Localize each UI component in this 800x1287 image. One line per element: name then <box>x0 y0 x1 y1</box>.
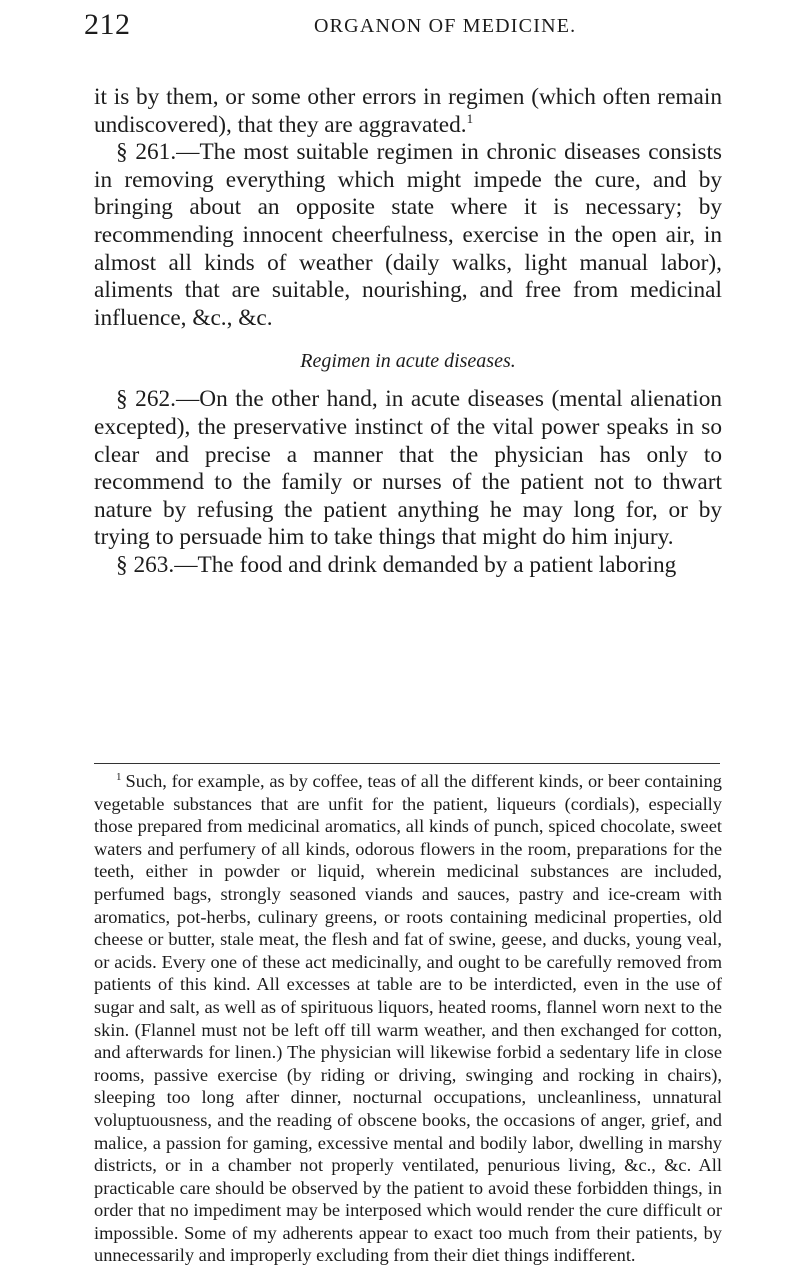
paragraph-text: it is by them, or some other errors in regimen (which often remain undiscovered), that they are aggravated. <box>94 84 722 138</box>
paragraph-261: § 261.—The most suitable regimen in chronic diseases consists in removing everything which might impede the cure, and by bringing about an opposite state where it is necessary; by recommending innocent cheerfulness, exercise in the open air, in almost all kinds of weather (daily walks, light manual labor), aliments that are suitable, nourishing, and free from medicinal influence, &c., &c. <box>94 139 722 331</box>
footnote-mark: 1 <box>116 770 122 783</box>
paragraph-263: § 263.—The food and drink demanded by a patient laboring <box>116 551 677 578</box>
section-subheading: Regimen in acute diseases. <box>300 350 516 373</box>
page-number: 212 <box>84 8 131 41</box>
running-head: ORGANON OF MEDICINE. <box>314 15 577 37</box>
main-text <box>94 84 722 580</box>
footnote-divider <box>94 763 720 764</box>
footnote-reference: 1 <box>466 110 474 126</box>
paragraph-continuation <box>94 84 722 139</box>
footnote-text: Such, for example, as by coffee, teas of all the different kinds, or beer containing vegetable substances that are unfit for the patient, liqueurs (cordials), especially those prepared from medicinal aromatics, all kinds of punch, spiced chocolate, sweet waters and perfumery of all kinds, odorous flowers in the room, preparations for the teeth, either in powder or liquid, wherein medicinal substances are included, perfumed bags, strongly seasoned viands and sauces, pastry and ice-cream with aromatics, pot-herbs, culinary greens, or roots containing medicinal properties, old cheese or butter, stale meat, the flesh and fat of swine, geese, and ducks, young veal, or acids. Every one of these act medicinally, and ought to be carefully removed from patients of this kind. All excesses at table are to be interdicted, even in the use of sugar and salt, as well as of spirituous liquors, heated rooms, flannel worn next to the skin. (Flannel must not be left off till warm weather, and then exchanged for cotton, and afterwards for linen.) The physician will likewise forbid a sedentary life in close rooms, passive exercise (by riding or driving, swinging and rocking in chairs), sleeping too long after dinner, nocturnal occupations, uncleanliness, unnatural voluptuousness, and the reading of obscene books, the occasions of anger, grief, and malice, a passion for gaming, excessive mental and bodily labor, dwelling in marshy districts, or in a chamber not properly ventilated, penurious living, &c., &c. All practicable care should be observed by the patient to avoid these forbidden things, in order that no impediment may be interposed which would render the cure difficult or impossible. Some of my adherents appear to exact too much from their patients, by unnecessarily and improperly excluding from their diet things indifferent. <box>94 771 722 1266</box>
footnote-1 <box>94 770 722 1267</box>
paragraph-262: § 262.—On the other hand, in acute diseases (mental alienation excepted), the preservative instinct of the vital power speaks in so clear and precise a manner that the physician has only to recommend to the family or nurses of the patient not to thwart nature by refusing the patient anything he may long for, or by trying to persuade him to take things that might do him injury. <box>94 386 722 551</box>
page-header <box>0 8 800 42</box>
footnotes <box>94 770 722 1267</box>
